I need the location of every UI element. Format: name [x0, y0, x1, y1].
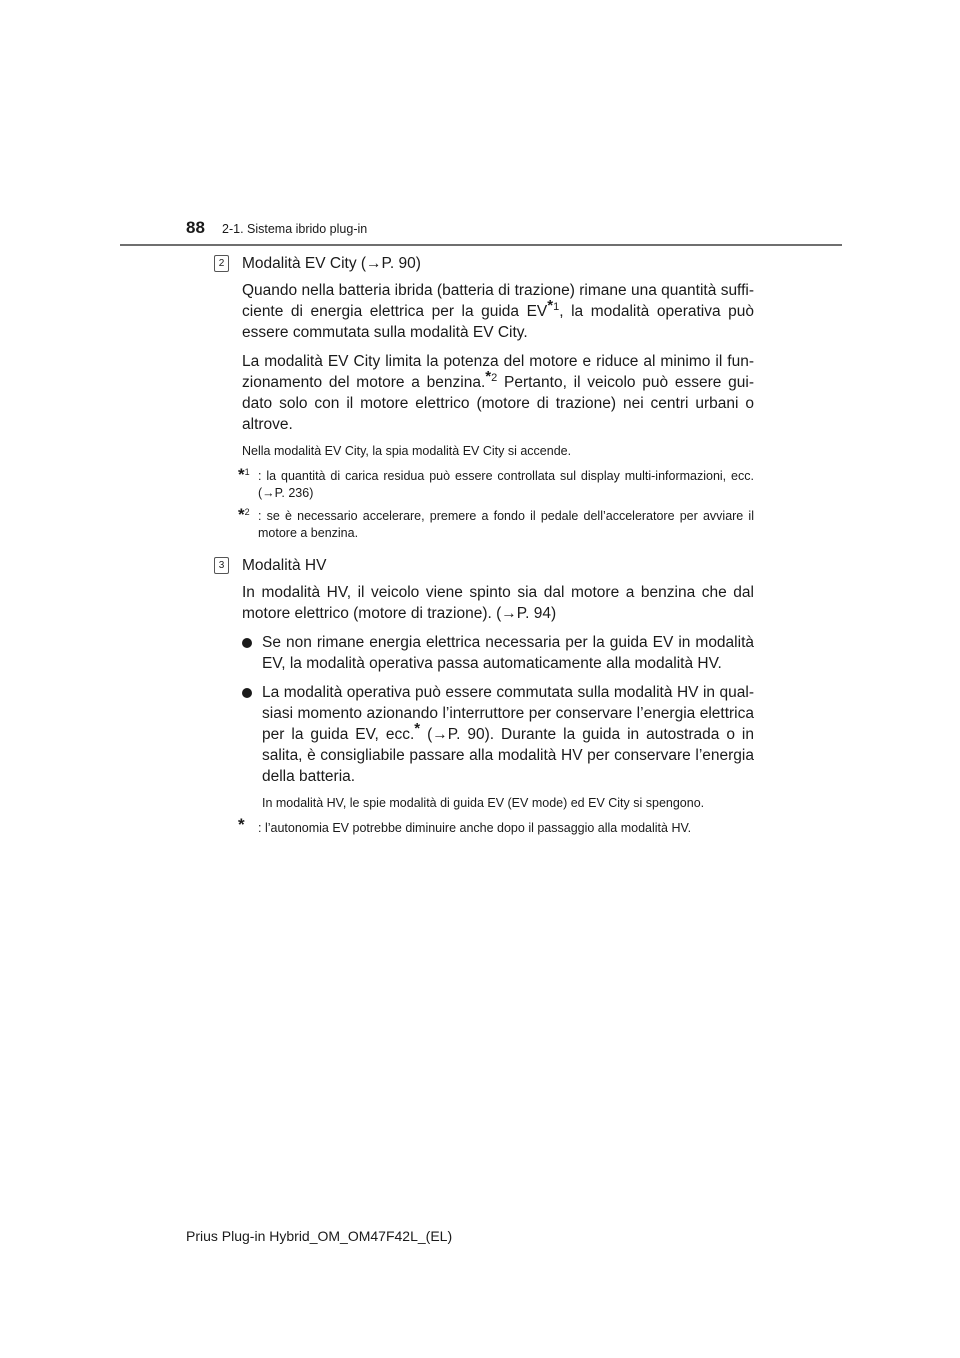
bullet-dot-icon: [242, 638, 252, 648]
item-2-note: Nella modalità EV City, la spia modalità EV City si accende.: [242, 444, 572, 458]
footnote-1: *$^1$ : la quantità di carica residua può essere controllata sul display multi-informazioni, ecc. (→P. 236): [238, 465, 754, 500]
item-title: Modalità HV: [242, 557, 327, 574]
asterisk-icon: *: [485, 367, 492, 385]
page-content: [214, 252, 754, 843]
item-2-heading: [214, 252, 754, 276]
asterisk-icon: *: [238, 465, 245, 485]
section-title: 2-1. Sistema ibrido plug-in: [222, 222, 368, 236]
item-2-paragraph-2: La modalità EV City limita la potenza del motore e riduce al minimo il fun- zionamento del motore a benzina.$^{*2}$ Pertanto, il veicolo può essere gui- dato solo con il motore elettrico (motore di trazione) nei centri urbani o altrove.: [242, 353, 754, 433]
footnote-3: * : l’autonomia EV potrebbe diminuire anche dopo il passaggio alla modalità HV.: [238, 815, 692, 835]
bullet-item-2: La modalità operativa può essere commutata sulla modalità HV in qual- siasi momento azionando l’interruttore per conservare l’energia elettrica per la guida EV, ecc.* (→P. 90). Durante la guida in autostrada o in salita, è consigliabile passare alla modalità HV per conservare l’energia della batteria.: [242, 682, 754, 787]
asterisk-icon: *: [238, 815, 245, 834]
bullet-item-1: Se non rimane energia elettrica necessaria per la guida EV in modalità EV, la modalità operativa passa automaticamente alla modalità HV.: [242, 632, 754, 674]
footnote-marker: [238, 816, 245, 835]
item-3-heading: [214, 554, 754, 578]
page-header: [0, 0, 960, 250]
footnote-marker: *$^1$: [238, 465, 250, 485]
asterisk-icon: *: [547, 296, 554, 314]
item-3-note: In modalità HV, le spie modalità di guida EV (EV mode) ed EV City si spengono.: [262, 796, 705, 810]
item-2-paragraph-1: Quando nella batteria ibrida (batteria di trazione) rimane una quantità suffi- ciente di energia elettrica per la guida EV$^{*1}$, la modalità operativa può essere commutata sulla modalità EV City.: [242, 282, 755, 341]
item-number-badge: 3: [214, 557, 229, 574]
footnote-2: *$^2$ : se è necessario accelerare, premere a fondo il pedale dell’acceleratore per avviare il motore a benzina.: [238, 505, 754, 540]
page-number: 88: [186, 218, 205, 237]
item-3-paragraph-1: In modalità HV, il veicolo viene spinto sia dal motore a benzina che dal motore elettrico (motore di trazione). (→P. 94): [242, 584, 754, 622]
asterisk-icon: *: [238, 505, 245, 525]
asterisk-icon: *: [414, 719, 421, 737]
item-number-badge: 2: [214, 255, 229, 272]
item-title: Modalità EV City (→P. 90): [242, 255, 421, 272]
document-id: Prius Plug-in Hybrid_OM_OM47F42L_(EL): [186, 1228, 453, 1244]
footnote-ref-2: *2: [485, 367, 498, 385]
bullet-dot-icon: [242, 688, 252, 698]
header-rule: [120, 244, 842, 246]
footnote-marker: *$^2$: [238, 505, 250, 525]
footnote-ref-1: *1: [547, 296, 560, 314]
